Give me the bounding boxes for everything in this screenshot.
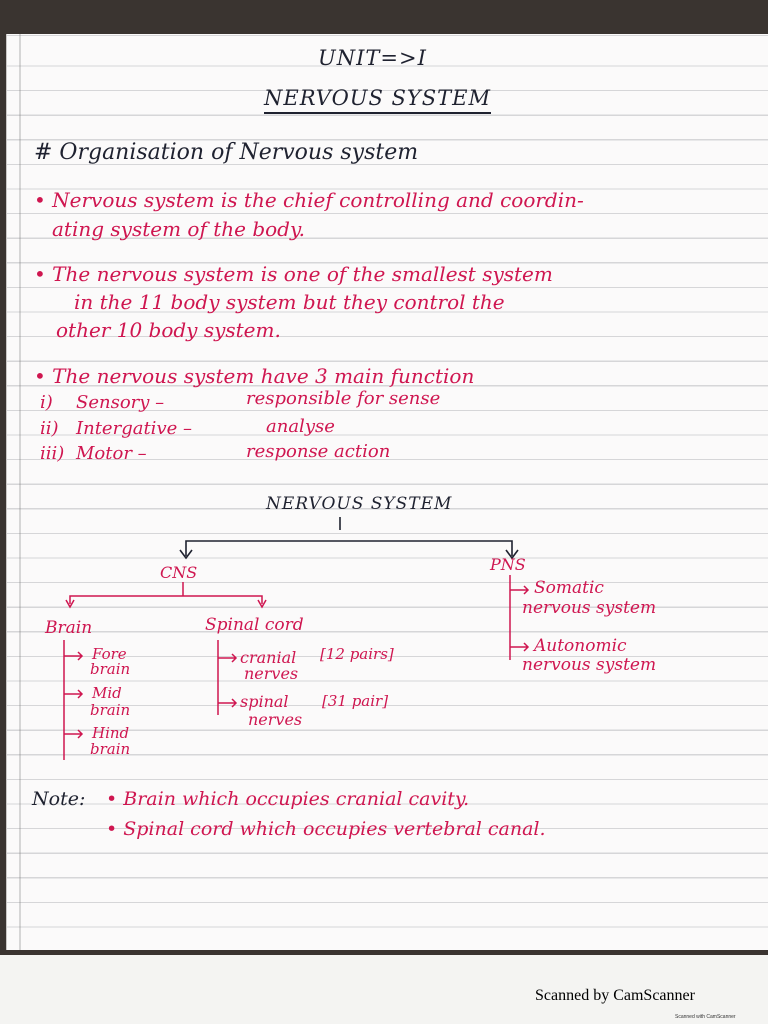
spinal-nerves-bracket: [31 pair] (322, 692, 389, 710)
bullet-2-line-1: • The nervous system is one of the smallest system (34, 262, 553, 286)
fore-brain-line-2: brain (90, 660, 131, 678)
bullet-1-line-1: • Nervous system is the chief controlling and coordin- (34, 188, 584, 212)
subject-title: NERVOUS SYSTEM (264, 88, 491, 114)
function-2-number: ii) (40, 418, 59, 439)
note-line-1: • Brain which occupies cranial cavity. (106, 788, 470, 810)
somatic-line-2: nervous system (522, 598, 657, 618)
function-1-desc: responsible for sense (246, 388, 441, 409)
bullet-2-line-3: other 10 body system. (56, 318, 281, 342)
hind-brain-line-1: Hind (92, 724, 130, 742)
bullet-1-line-2: ating system of the body. (52, 217, 305, 241)
bullet-2-line-2: in the 11 body system but they control the (74, 290, 505, 314)
function-3-desc: response action (246, 441, 391, 462)
diagram-root-label: NERVOUS SYSTEM (266, 494, 453, 514)
cranial-nerves-line-2: nerves (244, 664, 299, 683)
note-line-2: • Spinal cord which occupies vertebral canal. (106, 818, 546, 840)
brain-label: Brain (45, 618, 93, 638)
mid-brain-line-2: brain (90, 701, 131, 719)
spinal-cord-label: Spinal cord (205, 615, 304, 635)
unit-title: UNIT=>I (318, 46, 427, 70)
cranial-nerves-bracket: [12 pairs] (320, 645, 394, 663)
cns-label: CNS (160, 563, 198, 582)
mid-brain-line-1: Mid (92, 684, 122, 702)
function-3-name: Motor – (76, 443, 147, 464)
function-1-name: Sensory – (76, 392, 165, 413)
autonomic-line-1: Autonomic (534, 636, 627, 656)
camscanner-small-watermark: Scanned with CamScanner (675, 1014, 736, 1020)
cranial-nerves-line-1: cranial (240, 648, 297, 667)
bullet-3-line-1: • The nervous system have 3 main function (34, 364, 475, 388)
camscanner-watermark: Scanned by CamScanner (535, 987, 695, 1004)
hind-brain-line-2: brain (90, 740, 131, 758)
autonomic-line-2: nervous system (522, 655, 657, 675)
function-1-number: i) (40, 392, 53, 413)
pns-label: PNS (490, 555, 526, 574)
function-2-desc: analyse (266, 416, 335, 437)
spinal-nerves-line-2: nerves (248, 710, 303, 729)
somatic-line-1: Somatic (534, 578, 604, 598)
fore-brain-line-1: Fore (92, 645, 127, 663)
note-label: Note: (32, 788, 86, 810)
function-3-number: iii) (40, 443, 65, 464)
function-2-name: Intergative – (76, 418, 192, 439)
section-heading: # Organisation of Nervous system (34, 140, 419, 165)
spinal-nerves-line-1: spinal (240, 692, 289, 711)
